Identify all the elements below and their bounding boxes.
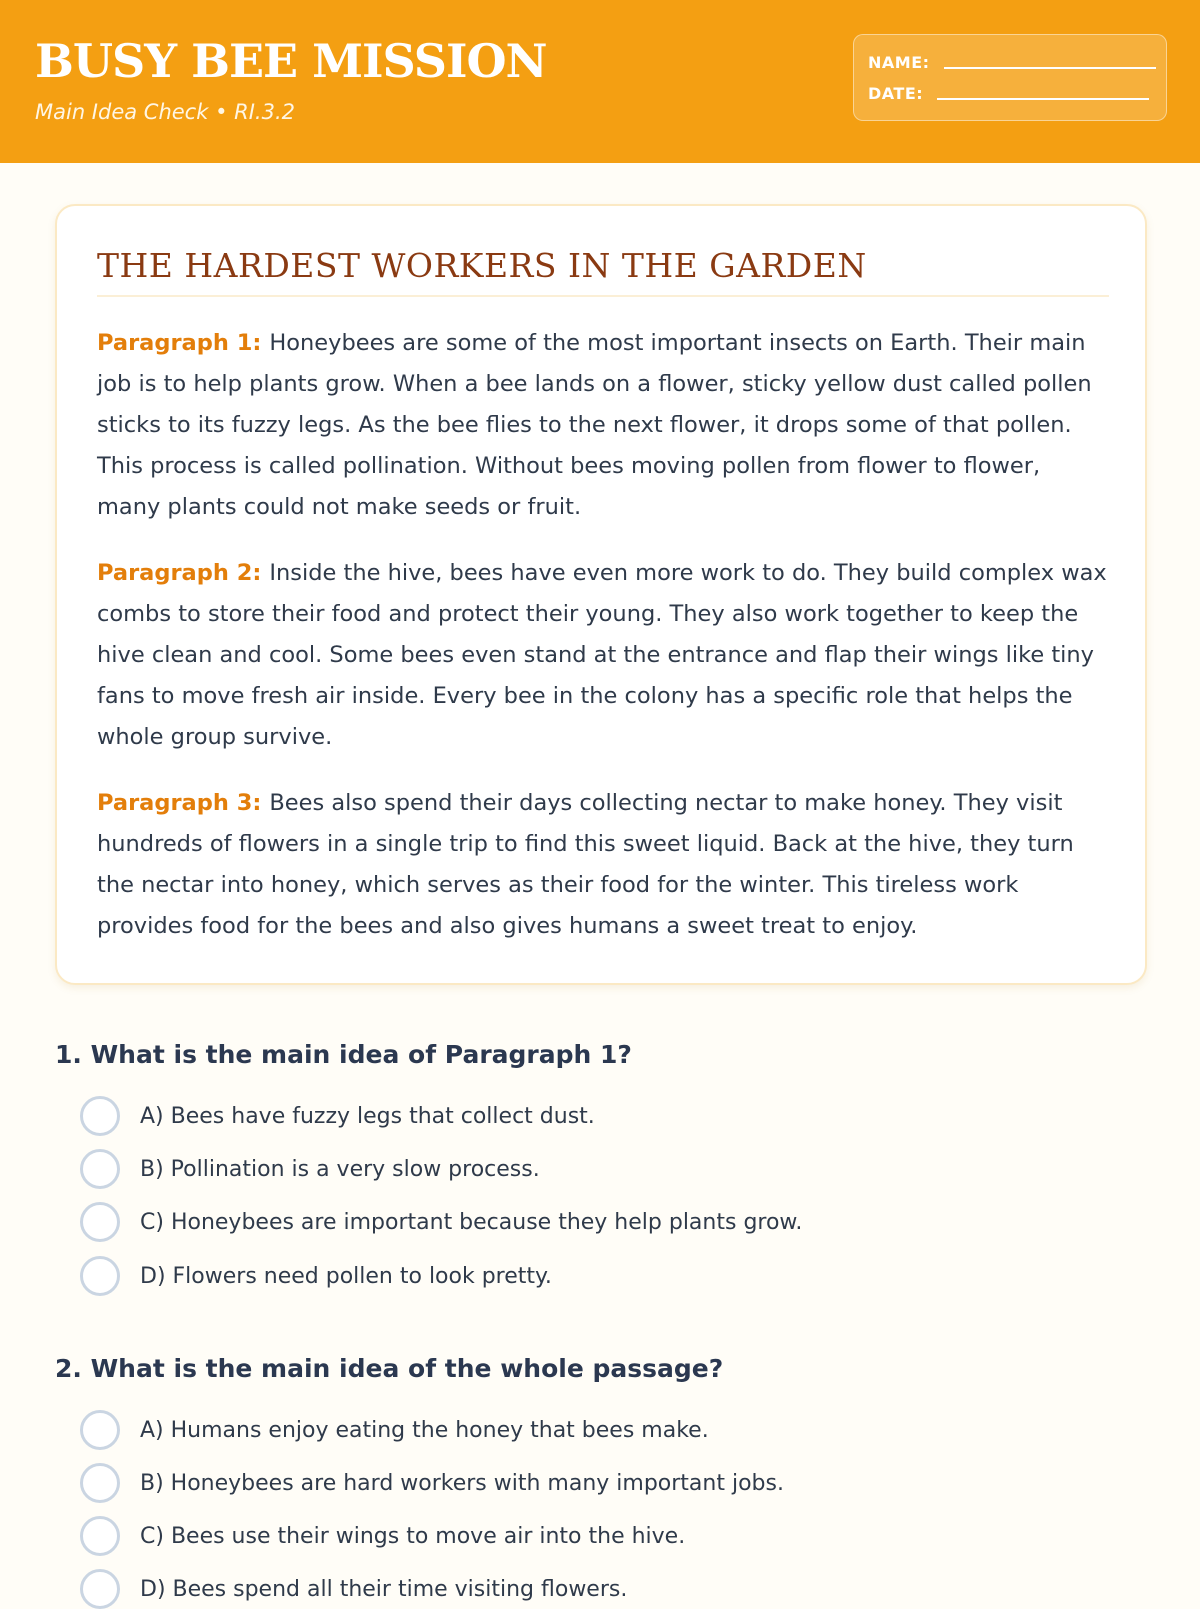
- radio-button[interactable]: [80, 1149, 120, 1189]
- passage-title: THE HARDEST WORKERS IN THE GARDEN: [97, 246, 1109, 297]
- worksheet-header: [0, 0, 1200, 163]
- question-2-option-a[interactable]: [80, 1410, 709, 1450]
- option-label[interactable]: B) Honeybees are hard workers with many important jobs.: [140, 1470, 784, 1496]
- name-row: [868, 50, 1156, 72]
- question-2-option-b[interactable]: [80, 1463, 784, 1503]
- radio-button[interactable]: [80, 1463, 120, 1503]
- paragraph-2: [97, 553, 1109, 758]
- question-2-prompt: 2. What is the main idea of the whole passage?: [55, 1354, 724, 1383]
- paragraph-3-label: Paragraph 3:: [97, 790, 262, 816]
- passage-card: [55, 204, 1147, 985]
- worksheet-subtitle: Main Idea Check • RI.3.2: [35, 100, 295, 124]
- name-field[interactable]: [944, 67, 1156, 69]
- question-2-option-c[interactable]: [80, 1516, 685, 1556]
- date-field[interactable]: [937, 98, 1149, 100]
- question-1-option-d[interactable]: [80, 1256, 552, 1296]
- option-label[interactable]: A) Bees have fuzzy legs that collect dust.: [140, 1103, 595, 1129]
- option-label[interactable]: D) Flowers need pollen to look pretty.: [140, 1263, 552, 1289]
- radio-button[interactable]: [80, 1569, 120, 1609]
- option-label[interactable]: D) Bees spend all their time visiting flowers.: [140, 1576, 628, 1602]
- radio-button[interactable]: [80, 1516, 120, 1556]
- option-label[interactable]: C) Bees use their wings to move air into the hive.: [140, 1523, 686, 1549]
- radio-button[interactable]: [80, 1256, 120, 1296]
- paragraph-3-text: Bees also spend their days collecting nectar to make honey. They visit hundreds of flowers in a single trip to find this sweet liquid. Back at the hive, they turn the nectar into honey, which serves as their food for the winter. This tireless work provides food for the bees and also gives humans a sweet treat to enjoy.: [97, 790, 1074, 939]
- paragraph-3: [97, 783, 1109, 947]
- paragraph-2-label: Paragraph 2:: [97, 560, 262, 586]
- option-label[interactable]: A) Humans enjoy eating the honey that bees make.: [140, 1417, 709, 1443]
- option-label[interactable]: C) Honeybees are important because they help plants grow.: [140, 1209, 803, 1235]
- question-1-option-a[interactable]: [80, 1096, 595, 1136]
- name-label: NAME:: [868, 53, 930, 72]
- radio-button[interactable]: [80, 1202, 120, 1242]
- student-info-box: [853, 34, 1167, 121]
- question-1-option-b[interactable]: [80, 1149, 540, 1189]
- paragraph-2-text: Inside the hive, bees have even more work to do. They build complex wax combs to store their food and protect their young. They also work together to keep the hive clean and cool. Some bees even stand at the entrance and flap their wings like tiny fans to move fresh air inside. Every bee in the colony has a specific role that helps the whole group survive.: [97, 560, 1107, 750]
- worksheet-title: BUSY BEE MISSION: [35, 34, 547, 88]
- option-label[interactable]: B) Pollination is a very slow process.: [140, 1156, 540, 1182]
- radio-button[interactable]: [80, 1096, 120, 1136]
- paragraph-1-text: Honeybees are some of the most important insects on Earth. Their main job is to help plants grow. When a bee lands on a flower, sticky yellow dust called pollen sticks to its fuzzy legs. As the bee flies to the next flower, it drops some of that pollen. This process is called pollination. Without bees moving pollen from flower to flower, many plants could not make seeds or fruit.: [97, 330, 1092, 520]
- question-1-prompt: 1. What is the main idea of Paragraph 1?: [55, 1040, 632, 1069]
- question-1-option-c[interactable]: [80, 1202, 802, 1242]
- date-label: DATE:: [868, 84, 924, 103]
- radio-button[interactable]: [80, 1410, 120, 1450]
- question-2-option-d[interactable]: [80, 1569, 627, 1609]
- paragraph-1: [97, 323, 1109, 528]
- date-row: [868, 81, 1149, 103]
- paragraph-1-label: Paragraph 1:: [97, 330, 262, 356]
